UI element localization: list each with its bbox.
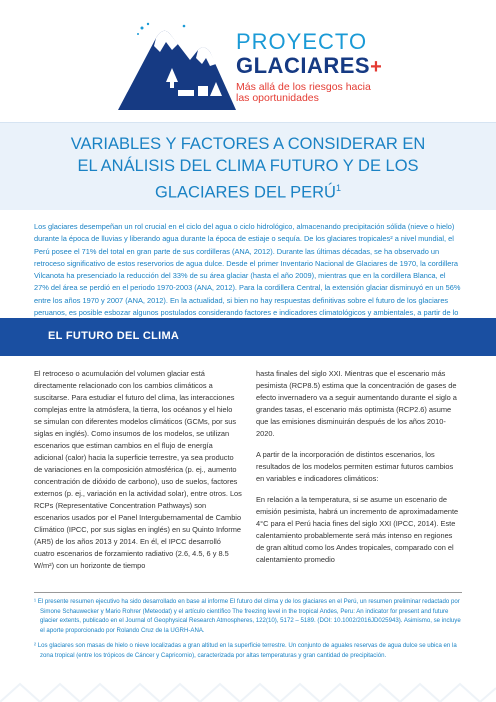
footnote-1: ¹ El presente resumen ejecutivo ha sido desarrollado en base al informe El futuro del clima y de los glaciares en el Perú, un resumen preliminar redactado por Simone Schauwecker y Mario Rohrer (Meteodat) y el artículo científico The freezing level in the tropical Andes, Peru: An indicator for present and future glacier extents, publicado en el Journal of Geophysical Research Atmospheres, 122(10), 5172 – 5189. (DOI: 10.1002/2016JD025943). Asimismo, se incluye el aporte proporcionado por Rolando Cruz de la UGRH-ANA. [34,598,461,634]
body-right-column [256,368,462,575]
footnote-2: ² Los glaciares son masas de hielo o nieve localizadas a gran altitud en la superficie terrestre. Un conjunto de aguales reservas de agua dulce se ubica en la zona tropical (entre los trópicos de Cáncer y Capricornio), caracterizada por altas temperaturas y gran cantidad de precipitación. [34,642,457,659]
brand-plus-icon: + [370,56,383,78]
header [0,0,496,122]
body-paragraph: En relación a la temperatura, si se asume un escenario de emisión pesimista, habrá un incremento de aproximadamente 4°C para el Perú hacia fines del siglo XXI (IPCC, 2014). Este calentamiento probablemente será más intenso en regiones de gran altitud como los Andes tropicales, comparado con el calentamiento promedio [256,495,459,564]
section-title: EL FUTURO DEL CLIMA [48,330,180,342]
body-paragraph: hasta finales del siglo XXI. Mientras que el escenario más pesimista (RCP8.5) estima que la concentración de gases de efecto invernadero va a seguir aumentando durante el siglo a grandes tasas, el escenario más optimista (RCP2.6) asume que las emisiones disminuirán después de los años 2010-2020. [256,369,457,438]
footnotes [34,592,462,666]
intro-paragraph: Los glaciares desempeñan un rol crucial en el ciclo del agua o ciclo hidrológico, almacenando precipitación sólida (nieve o hielo) durante la época de lluvias y liberando agua durante la época de estiaje o sequía. De los glaciares tropicales² a nivel mundial, el Perú posee el 71% del total en gran parte de sus cordilleras (ANA, 2012). Durante las últimas décadas, se ha observado un retroceso significativo de estos reservorios de agua dulce. Desde el primer Inventario Nacional de Glaciares de 1970, la cordillera Vilcanota ha presenciado la reducción del 33% de su área glaciar (hasta el año 2009), mientras que en la cordillera Blanca, el 27% del área se perdió en el periodo 1970-2003 (ANA, 2012). Para la cordillera Central, la extensión glaciar disminuyó en un 56% entre los años 1970 y 2007 (ANA, 2012). En la actualidad, si bien no hay respuestas definitivas sobre el futuro de los glaciares peruanos, es posible esbozar algunos postulados considerando factores e indicadores climatológicos y ambientales, a partir de lo [34,222,461,318]
title-line-1: VARIABLES Y FACTORES A CONSIDERAR EN [70,135,426,153]
brand-tagline-1: Más allá de los riesgos hacia [236,81,371,93]
brand-block [236,30,396,104]
title-line-3 [22,177,474,204]
mountain-logo-icon [118,20,236,110]
body-left-column [34,368,242,581]
body-paragraph: El retroceso o acumulación del volumen glaciar está directamente relacionado con los cambios climáticos a suscitarse. Para estudiar el futuro del clima, las interacciones complejas entre la atmósfera, la tierra, los océanos y el hielo se simulan con diferentes modelos climáticos (GCMs, por sus siglas en inglés). Como insumos de los modelos, se utilizan escenarios que estiman cambios en el flujo de energía adicional (calor) hacia la superficie terrestre, ya sea producto de variaciones en la composición atmosférica (p. ej., aumento concentración de dióxido de carbono), uso de suelos, factores externos (p. ej., variación en la actividad solar), entre otros. Los RCPs (Representative Concentration Pathways) son escenarios usados por el Panel Intergubernamental de Cambio Climático (IPCC, por sus siglas en inglés) en su Quinto Informe (AR5) de los años 2013 y 2014. En él, el IPCC desarrolló cuatro escenarios de forzamiento radiativo (2.6, 4.5, 6 y 8.5 W/m²) con un horizonte de tiempo [34,369,242,570]
brand-line-2 [236,54,396,79]
document-title [22,133,474,204]
brand-tagline-2: las oportunidades [236,92,319,104]
title-footnote-mark: 1 [335,183,341,193]
title-line-3-text: GLACIARES DEL PERÚ [155,183,336,202]
body-paragraph: A partir de la incorporación de distintos escenarios, los resultados de los modelos permiten estimar futuros cambios en variables e indicadores climáticos: [256,450,454,483]
title-line-2: EL ANÁLISIS DEL CLIMA FUTURO Y DE LOS [77,157,419,175]
brand-name: GLACIARES [236,53,371,78]
brand-line-1: PROYECTO [236,29,368,54]
pattern-watermark-icon [0,662,496,702]
